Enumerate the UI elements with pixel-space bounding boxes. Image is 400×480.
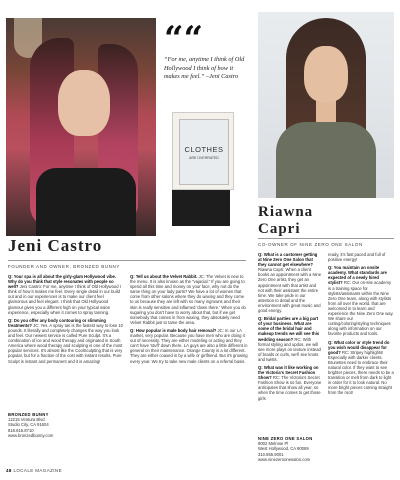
jeni-name: Jeni Castro bbox=[8, 236, 103, 255]
question: Q: What was it like working on the Victoria's Secret Fashion Show? bbox=[258, 364, 319, 381]
clothing-shape bbox=[276, 122, 376, 198]
clothes-sign-photo bbox=[172, 112, 234, 190]
answer: JC: The Velvet is new to the menu. It is also known as the “vajacial.” If you are going to spend all this time and money on your face, why not do the same thing on your lady parts? We have a lot of women that come from other salons where they do waxing and they come to us because they are left with so many ingrowns and their skin is really sensitive and inflamed 'down there.' When you do sugaring you don't have to worry about that, but if we get somebody that comes in from waxing, they absolutely need Velvet Rabbit just to tame the area. bbox=[130, 274, 246, 325]
sign-text-line2: ARE OVERRATED bbox=[189, 155, 219, 160]
address-line: West Hollywood, CA 90069 bbox=[258, 446, 309, 452]
answer: Riawna Capri: When a client books an appointment with a Nine Zero One artist, they get an appointment with that artist and not with their assistant the entire time. We take pride in our attention to detail and the environment with great music and good energy. bbox=[258, 267, 322, 314]
jeni-castro-photo bbox=[6, 18, 156, 236]
mirror-photo bbox=[172, 190, 230, 226]
pull-quote: “For me, anytime I think of Old Hollywood I think of how it makes me feel.” –Jeni Castro bbox=[164, 56, 245, 80]
riawna-column-1 bbox=[258, 252, 322, 404]
question: Q: Bridal parties are a big part of your business. What are some of the bridal hair and makeup trends we will see this wedding season? bbox=[258, 316, 320, 342]
website-link[interactable]: www.bronzedbunny.com bbox=[8, 432, 54, 438]
question: Q: You maintain an onsite academy. What standards are expected of a newly hired stylist? bbox=[328, 265, 387, 286]
riawna-name: Riawna Capri bbox=[258, 204, 314, 237]
question: Q: What color or style trend do you wish would disappear for good? bbox=[328, 339, 390, 355]
page-number: 48 bbox=[6, 468, 12, 473]
face-shape bbox=[58, 70, 110, 136]
divider bbox=[258, 238, 394, 239]
question: Q: What is a customer getting at Nine Zero One Salon that they cannot get elsewhere? bbox=[258, 252, 318, 268]
question: Q: How popular is male body hair removal? bbox=[130, 327, 217, 333]
address-line: 9002 Melrose Pl bbox=[258, 441, 289, 447]
answer: RC: Stripey highlights! Especially with darker clients. Brunettes need to embrace their natural color. If they want to see brighter pieces, there needs to be a transition or melt from dark to light in order for it to look natural. No more bright pieces coming straight from the root! bbox=[328, 349, 394, 396]
face-shape bbox=[304, 46, 348, 102]
question: Q: Tell us about the Velvet Rabbit. bbox=[130, 274, 198, 279]
phone: 310.855.9001 bbox=[258, 451, 284, 457]
riawna-role: CO-OWNER OF NINE ZERO ONE SALON bbox=[258, 242, 363, 247]
answer: JC: Yes. A spray tan is the fastest way to lose 10 pounds. It literally and completely changes the way you look and feel. Our newest service is called Pure Sculpt. It's a combination of ice and wood therapy and originated in South America where wood therapy and sculpting is one of the most popular services. It's almost like the CoolSculpting that is very popular, but for a fraction of the cost with instant results. Pure Sculpt is instant and permanent and it is amazing! bbox=[8, 322, 123, 364]
clothing-shape bbox=[36, 168, 136, 236]
business-name: NINE ZERO ONE SALON bbox=[258, 436, 313, 441]
answer: RC: Our on-site academy is a training space for stylists/assistants within the Nine Zero One team, along with stylists from all over the world, that are welcomed in to learn and experience the Nine Zero One way. We share our cutting/coloring/styling techniques along with information on our favorite products and tools. bbox=[328, 280, 394, 337]
answer: Jeni Castro: For me, anytime I think of Old Hollywood I think of how it makes me feel. Every single detail in our build out and in our experiences is to make our client feel glamorous and feel elegant. I think that Old Hollywood glamour gives you a different high on your typical salon experience, especially when it comes to spray tanning. bbox=[8, 284, 121, 315]
jeni-column-1 bbox=[8, 274, 124, 367]
riawna-contact bbox=[258, 436, 378, 462]
riawna-capri-photo bbox=[258, 12, 394, 198]
answer: ready, it's fast paced and full of positive energy! bbox=[328, 252, 386, 263]
question: Q: Your spa is all about the girly-glam Hollywood vibe. Why do you think that style resonates with people so well? bbox=[8, 274, 117, 290]
sign-text-line1: CLOTHES bbox=[184, 144, 224, 154]
website-link[interactable]: www.ninezeroonesalon.com bbox=[258, 456, 311, 462]
quote-mark: ““ bbox=[164, 19, 204, 59]
jeni-role: FOUNDER AND OWNER, BRONZED BUNNY bbox=[8, 264, 120, 269]
business-name: BRONZED BUNNY bbox=[8, 412, 49, 417]
divider bbox=[8, 260, 246, 261]
address-line: Studio City, CA 91604 bbox=[8, 422, 49, 428]
answer: RC: The Victoria's Secret Fashion Show is so fun. Everyone anticipates that show all year, so when the time comes to get those girls bbox=[258, 375, 322, 401]
address-line: 12215 Ventura Blvd bbox=[8, 417, 45, 423]
page-footer bbox=[6, 468, 62, 473]
jeni-column-2 bbox=[130, 274, 248, 367]
question: Q: Do you offer any body contouring or slimming treatments? bbox=[8, 317, 106, 328]
magazine-name: LOCALE MAGAZINE bbox=[13, 468, 62, 473]
riawna-column-2 bbox=[328, 252, 394, 399]
phone: 818.616.8710 bbox=[8, 427, 34, 433]
answer: JC: In our LA market, very popular. Because you have men who are doing it out of necessity. They are either modeling or acting and they can't have 'stuff' down there. LA guys are also a little different in general on their maintenance. Orange County is a lot different. They are either coaxed in by a wife or girlfriend. But it's growing every year. We try to take new male clients on a referral basis. bbox=[130, 327, 248, 364]
jeni-contact bbox=[8, 412, 118, 438]
answer: RC: With formal styling and updos, we will see more plays on texture instead of braids or curls, we'll see knots and twists. bbox=[258, 336, 321, 362]
